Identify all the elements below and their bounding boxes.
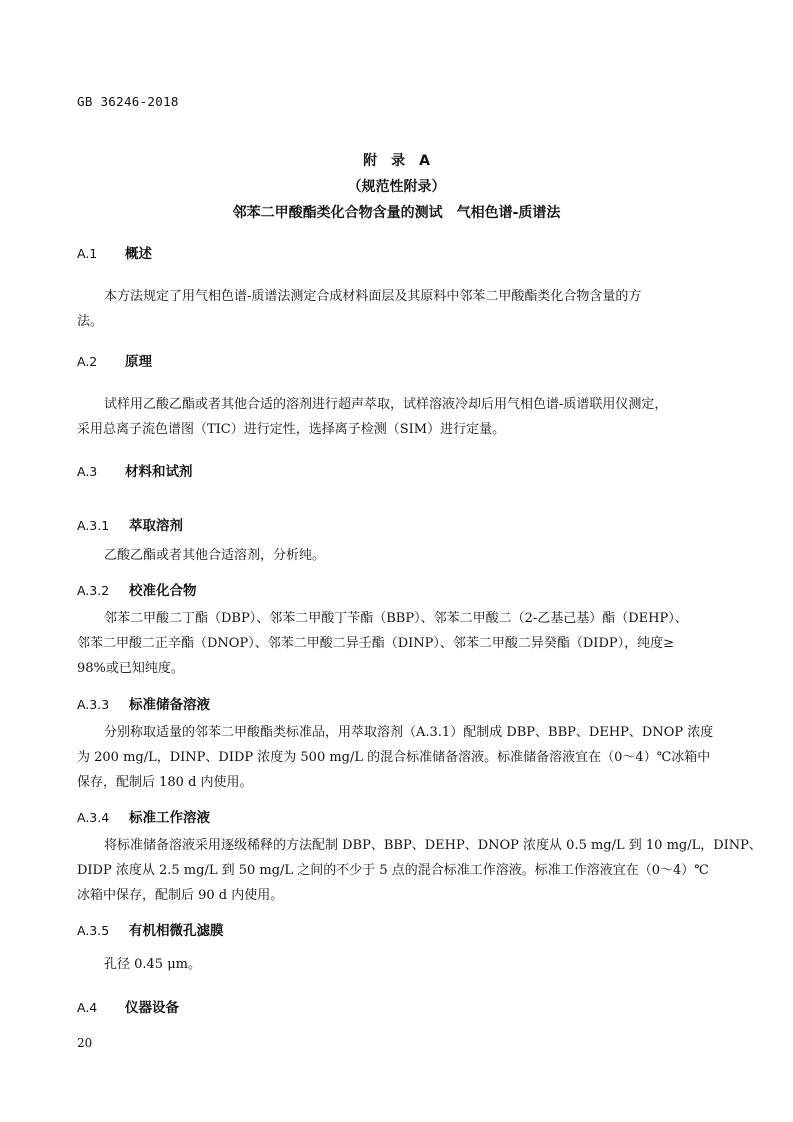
annex-type: （规范性附录） [347,179,446,195]
text-line: 98%或已知纯度。 [77,661,184,676]
annex-title: 附 录 A [363,153,430,169]
text-line: 本方法规定了用气相色谱-质谱法测定合成材料面层及其原料中邻苯二甲酸酯类化合物含量的方 [104,289,642,304]
text-line: 为 200 mg/L，DINP、DIDP 浓度为 500 mg/L 的混合标准储备溶液。标准储备溶液宜在（0～4）℃冰箱中 [77,750,711,765]
section-heading-a2 [77,350,152,370]
text-line: 分别称取适量的邻苯二甲酸酯类标准品，用萃取溶剂（A.3.1）配制成 DBP、BBP、DEHP、DNOP 浓度 [104,725,714,740]
section-heading-a33 [77,693,210,713]
annex-name: 邻苯二甲酸酯类化合物含量的测试 气相色谱-质谱法 [232,205,561,221]
section-number: A.3.2 [77,583,110,598]
section-number: A.3.4 [77,810,110,825]
section-heading-a34 [77,806,210,826]
text-line: 冰箱中保存，配制后 90 d 内使用。 [77,888,284,903]
section-number: A.3 [77,464,98,479]
text-line: 孔径 0.45 μm。 [104,957,201,972]
text-line: 邻苯二甲酸二丁酯（DBP）、邻苯二甲酸丁苄酯（BBP）、邻苯二甲酸二（2-乙基己基）酯（DEHP）、 [104,611,688,626]
section-heading-a32 [77,579,197,599]
section-title: 概述 [125,246,152,262]
text-line: DIDP 浓度从 2.5 mg/L 到 50 mg/L 之间的不少于 5 点的混合标准工作溶液。标准工作溶液宜在（0～4）℃ [77,863,709,878]
text-line: 法。 [77,314,104,329]
section-number: A.1 [77,246,98,261]
page-number: 20 [77,1036,93,1050]
paragraph-a35 [77,952,717,977]
paragraph-a2 [77,392,717,442]
section-heading-a1 [77,242,152,262]
section-number: A.4 [77,1000,98,1015]
paragraph-a1 [77,284,717,334]
standard-number: GB 36246-2018 [77,94,179,109]
section-title: 原理 [125,354,152,370]
section-title: 标准储备溶液 [129,697,210,713]
section-heading-a4 [77,996,179,1016]
text-line: 试样用乙酸乙酯或者其他合适的溶剂进行超声萃取，试样溶液冷却后用气相色谱-质谱联用仪测定， [104,397,668,412]
text-line: 采用总离子流色谱图（TIC）进行定性，选择离子检测（SIM）进行定量。 [77,422,506,437]
section-heading-a3 [77,460,193,480]
text-line: 邻苯二甲酸二正辛酯（DNOP）、邻苯二甲酸二异壬酯（DINP）、邻苯二甲酸二异癸酯（DIDP），纯度≥ [77,636,675,651]
text-line: 乙酸乙酯或者其他合适溶剂，分析纯。 [104,548,326,563]
section-title: 萃取溶剂 [129,518,183,534]
section-title: 有机相微孔滤膜 [129,923,224,939]
section-number: A.3.3 [77,697,110,712]
section-title: 校准化合物 [129,583,197,599]
text-line: 将标准储备溶液采用逐级稀释的方法配制 DBP、BBP、DEHP、DNOP 浓度从 0.5 mg/L 到 10 mg/L，DINP、 [104,838,762,853]
section-title: 材料和试剂 [125,464,193,480]
paragraph-a32 [77,606,717,681]
paragraph-a34 [77,833,762,908]
paragraph-a31 [77,543,717,568]
section-title: 仪器设备 [125,1000,179,1016]
text-line: 保存，配制后 180 d 内使用。 [77,775,253,790]
section-heading-a35 [77,919,224,939]
paragraph-a33 [77,720,717,795]
section-number: A.2 [77,354,98,369]
section-number: A.3.5 [77,923,110,938]
section-title: 标准工作溶液 [129,810,210,826]
section-heading-a31 [77,514,183,534]
section-number: A.3.1 [77,518,110,533]
